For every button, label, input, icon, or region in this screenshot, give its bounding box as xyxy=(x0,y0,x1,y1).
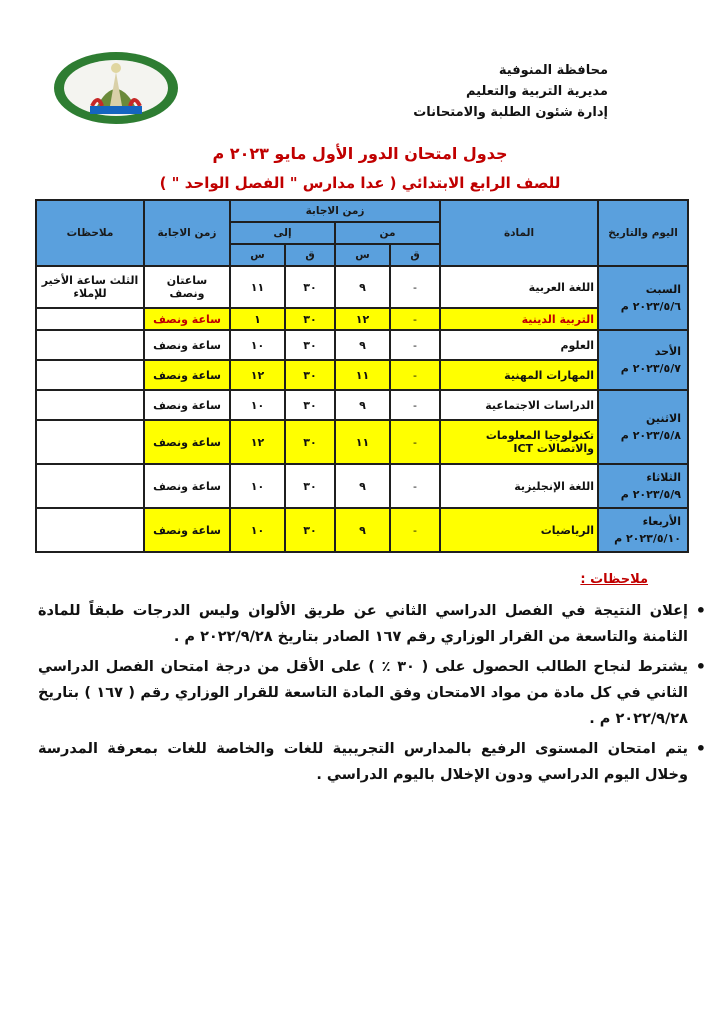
day-name: الاثنين xyxy=(646,412,682,425)
header-answer-time-group: زمن الاجابة xyxy=(230,200,440,222)
duration-cell: ساعة ونصف xyxy=(144,360,230,390)
table-row xyxy=(36,266,688,308)
to-q-cell: ٣٠ xyxy=(285,266,335,308)
from-s-cell: ١١ xyxy=(335,420,390,464)
header-to-s: س xyxy=(230,244,285,266)
subject-cell: المهارات المهنية xyxy=(440,360,598,390)
to-q-cell: ٣٠ xyxy=(285,308,335,330)
from-s-cell: ٩ xyxy=(335,390,390,420)
subject-cell: الدراسات الاجتماعية xyxy=(440,390,598,420)
subject-cell: التربية الدينية xyxy=(440,308,598,330)
to-q-cell: ٣٠ xyxy=(285,330,335,360)
subject-cell: العلوم xyxy=(440,330,598,360)
day-date: ٢٠٢٣/٥/٨ م xyxy=(620,429,682,442)
governorate-name: محافظة المنوفية xyxy=(498,63,608,78)
subject-cell: الرياضيات xyxy=(440,508,598,552)
directorate-header xyxy=(413,60,608,123)
from-q-cell: - xyxy=(390,420,440,464)
from-q-cell: - xyxy=(390,308,440,330)
to-q-cell: ٣٠ xyxy=(285,390,335,420)
from-q-cell: - xyxy=(390,330,440,360)
governorate-logo xyxy=(52,50,180,126)
duration-cell: ساعة ونصف xyxy=(144,330,230,360)
duration-cell: ساعة ونصف xyxy=(144,308,230,330)
header-notes: ملاحظات xyxy=(36,200,144,266)
department-name: إدارة شئون الطلبة والامتحانات xyxy=(413,105,608,120)
to-s-cell: ١ xyxy=(230,308,285,330)
to-s-cell: ١٠ xyxy=(230,330,285,360)
to-s-cell: ١٠ xyxy=(230,390,285,420)
from-s-cell: ١١ xyxy=(335,360,390,390)
table-row xyxy=(36,508,688,552)
duration-cell: ساعة ونصف xyxy=(144,508,230,552)
to-q-cell: ٣٠ xyxy=(285,420,335,464)
header-day-date: اليوم والتاريخ xyxy=(598,200,688,266)
note-text: يشترط لنجاح الطالب الحصول على ( ٣٠ ٪ ) على الأقل من درجة امتحان الفصل الدراسي الثاني في كل مادة من مواد الامتحان وفق المادة التاسعة للقرار الوزاري رقم ( ١٦٧ ) بتاريخ ٢٠٢٢/٩/٢٨ م . xyxy=(38,659,689,727)
duration-cell: ساعة ونصف xyxy=(144,420,230,464)
subject-cell: اللغة العربية xyxy=(440,266,598,308)
schedule-title: جدول امتحان الدور الأول مايو ٢٠٢٣ م xyxy=(212,144,508,163)
day-cell xyxy=(598,266,688,330)
table-row xyxy=(36,360,688,390)
note-cell xyxy=(36,390,144,420)
list-item xyxy=(38,654,706,732)
day-cell xyxy=(598,390,688,464)
directorate-name: مديرية التربية والتعليم xyxy=(465,84,608,99)
notes-list xyxy=(38,598,706,792)
from-q-cell: - xyxy=(390,266,440,308)
to-s-cell: ١٢ xyxy=(230,420,285,464)
from-s-cell: ٩ xyxy=(335,266,390,308)
day-cell xyxy=(598,464,688,508)
from-q-cell: - xyxy=(390,390,440,420)
day-date: ٢٠٢٣/٥/٦ م xyxy=(620,300,682,313)
exam-schedule-table xyxy=(35,199,689,553)
list-item xyxy=(38,598,706,650)
note-cell xyxy=(36,508,144,552)
bullet-icon: • xyxy=(695,657,706,676)
note-cell xyxy=(36,464,144,508)
to-q-cell: ٣٠ xyxy=(285,508,335,552)
to-s-cell: ١١ xyxy=(230,266,285,308)
from-s-cell: ٩ xyxy=(335,464,390,508)
note-cell xyxy=(36,330,144,360)
header-from-s: س xyxy=(335,244,390,266)
to-s-cell: ١٠ xyxy=(230,464,285,508)
subject-cell: تكنولوجيا المعلومات والاتصالات ICT xyxy=(440,420,598,464)
table-row xyxy=(36,420,688,464)
subject-cell: اللغة الإنجليزية xyxy=(440,464,598,508)
note-cell xyxy=(36,360,144,390)
from-q-cell: - xyxy=(390,508,440,552)
header-to-q: ق xyxy=(285,244,335,266)
note-text: إعلان النتيجة في الفصل الدراسي الثاني عن طريق الألوان وليس الدرجات طبقاً للمادة الثامنة والتاسعة من القرار الوزاري رقم ١٦٧ الصادر بتاريخ ٢٠٢٢/٩/٢٨ م . xyxy=(38,603,688,645)
duration-cell: ساعتان ونصف xyxy=(144,266,230,308)
table-row xyxy=(36,330,688,360)
notes-title: ملاحظات : xyxy=(580,572,648,587)
day-name: الثلاثاء xyxy=(646,471,682,484)
to-s-cell: ١٢ xyxy=(230,360,285,390)
bullet-icon: • xyxy=(695,601,706,620)
grade-subtitle: للصف الرابع الابتدائي ( عدا مدارس " الفصل الواحد " ) xyxy=(159,174,561,192)
from-s-cell: ٩ xyxy=(335,330,390,360)
from-q-cell: - xyxy=(390,360,440,390)
header-duration: زمن الاجابة xyxy=(144,200,230,266)
table-row xyxy=(36,464,688,508)
to-s-cell: ١٠ xyxy=(230,508,285,552)
header-from: من xyxy=(335,222,440,244)
from-s-cell: ٩ xyxy=(335,508,390,552)
header-to: إلى xyxy=(230,222,335,244)
table-row xyxy=(36,308,688,330)
day-name: الأحد xyxy=(654,345,682,358)
header-from-q: ق xyxy=(390,244,440,266)
list-item xyxy=(38,736,706,788)
note-cell xyxy=(36,308,144,330)
day-date: ٢٠٢٣/٥/٩ م xyxy=(620,488,682,501)
duration-cell: ساعة ونصف xyxy=(144,464,230,508)
day-date: ٢٠٢٣/٥/٧ م xyxy=(620,362,682,375)
from-q-cell: - xyxy=(390,464,440,508)
table-row xyxy=(36,390,688,420)
header-subject: المادة xyxy=(440,200,598,266)
from-s-cell: ١٢ xyxy=(335,308,390,330)
duration-cell: ساعة ونصف xyxy=(144,390,230,420)
day-cell xyxy=(598,508,688,552)
to-q-cell: ٣٠ xyxy=(285,464,335,508)
note-cell: الثلث ساعة الأخير للإملاء xyxy=(36,266,144,308)
note-cell xyxy=(36,420,144,464)
day-date: ٢٠٢٣/٥/١٠ م xyxy=(614,532,682,545)
note-text: يتم امتحان المستوى الرفيع بالمدارس التجريبية للغات والخاصة للغات بمعرفة المدرسة وخلال اليوم الدراسي ودون الإخلال باليوم الدراسي . xyxy=(38,741,688,783)
day-name: الأربعاء xyxy=(642,515,682,528)
day-cell xyxy=(598,330,688,390)
bullet-icon: • xyxy=(695,739,706,758)
to-q-cell: ٣٠ xyxy=(285,360,335,390)
day-name: السبت xyxy=(645,283,682,296)
